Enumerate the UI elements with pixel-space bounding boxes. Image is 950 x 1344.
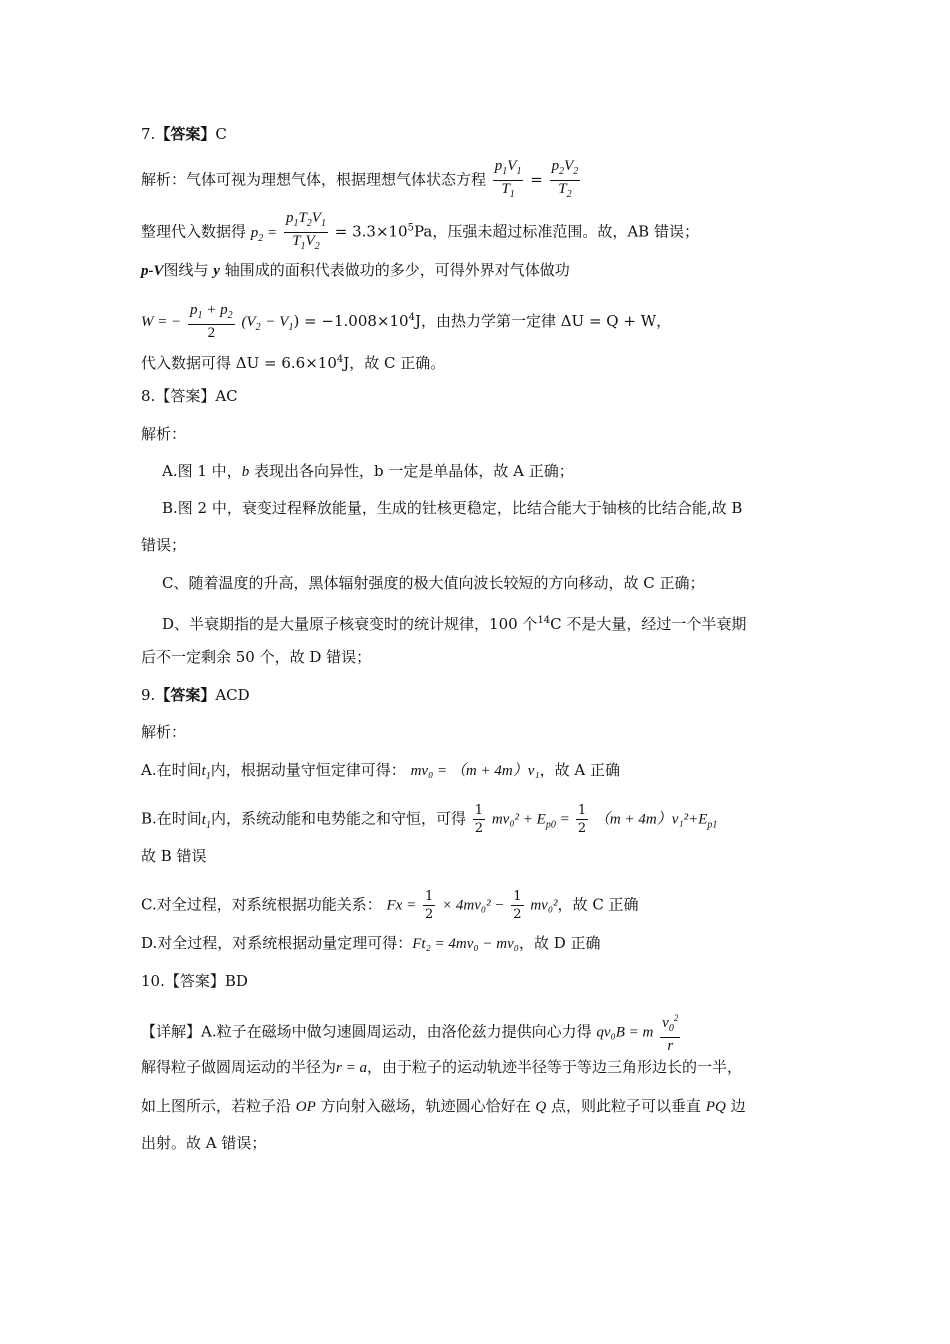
q9-option-c: C.对全过程，对系统根据功能关系： Fx = $\frac{1}{2}$ × 4mv₀² − $\frac{1}{2}$ mv₀²，故 C 正确 [141,889,639,922]
q8-option-d-line1: D、半衰期指的是大量原子核衰变时的统计规律，100 个$^{14}$C 不是大量，经过一个半衰期 [162,615,747,633]
q9-jiexi: 解析： [141,723,187,741]
q8-option-c: C、随着温度的升高，黑体辐射强度的极大值向波长较短的方向移动，故 C 正确； [162,574,705,592]
q7-formula-frac4: $\frac{p_1 + p_2}{2}$ [190,302,233,341]
q9-heading: 9.【答案】ACD [141,686,250,704]
q9-half-frac1: $\frac{1}{2}$ [474,803,484,836]
q10-line4: 出射。故 A 错误； [141,1134,267,1152]
q8-option-b-line2: 错误； [141,536,187,554]
q8-option-b-line1: B.图 2 中，衰变过程释放能量，生成的钍核更稳定，比结合能大于铀核的比结合能,故 B [162,499,743,517]
q10-formula-frac: $\frac{v_0^2}{r}$ [660,1010,680,1055]
q10-line3: 如上图所示，若粒子沿 OP 方向射入磁场，轨迹圆心恰好在 Q 点，则此粒子可以垂直 PQ 边 [141,1097,746,1115]
q7-line4: W = − $\frac{p_1 + p_2}{2}$ $(V_2 - V_1) = -1.008\times 10^4J$，由热力学第一定律 ΔU = Q + W， [141,302,672,341]
q7-formula-frac1: $\frac{p_1V_1}{T_1}$ [494,158,522,200]
q7-line5: 代入数据可得 $\Delta U = 6.6\times 10^4J$，故 C 正确。 [141,354,446,372]
q10-line2: 解得粒子做圆周运动的半径为r = a，由于粒子的运动轨迹半径等于等边三角形边长的一半， [141,1058,742,1076]
q10-line1: 【详解】A.粒子在磁场中做匀速圆周运动，由洛伦兹力提供向心力得 qv₀B = m $\frac{v_0^2}{r}$ [141,1010,682,1055]
q9-option-d: D.对全过程，对系统根据动量定理可得：Ft₂ = 4mv₀ − mv₀，故 D 正确 [141,934,601,952]
q9-option-b: B.在时间$t_1$内，系统动能和电势能之和守恒，可得 $\frac{1}{2}$ $mv_0^2 + E_{p0}$ = $\frac{1}{2}$ $(m + 4m)v_1^2+E_{p1}$ [141,803,718,836]
q7-formula-frac2: $\frac{p_2V_2}{T_2}$ [551,158,579,200]
q7-line3: p-V图线与 y 轴围成的面积代表做功的多少，可得外界对气体做功 [141,261,570,279]
q8-jiexi: 解析： [141,425,187,443]
q10-heading: 10.【答案】BD [141,972,248,990]
q9-half-frac4: $\frac{1}{2}$ [513,889,522,922]
q7-line1: 解析：气体可视为理想气体，根据理想气体状态方程 $\frac{p_1V_1}{T_1}$ = $\frac{p_2V_2}{T_2}$ [141,158,582,203]
q9-half-frac3: $\frac{1}{2}$ [424,889,434,922]
q7-heading: 7.【答案】C [141,125,227,143]
q8-option-d-line2: 后不一定剩余 50 个，故 D 错误； [141,648,372,666]
q9-half-frac2: $\frac{1}{2}$ [577,803,587,836]
q7-formula-frac3: $\frac{p_1T_2V_1}{T_1V_2}$ [285,210,326,252]
q9-option-a: A.在时间$t_1$内，根据动量守恒定律可得： mv₀ = （m + 4m）v₁，故 A 正确 [141,761,620,782]
q8-heading: 8.【答案】AC [141,387,238,405]
q8-option-a: A.图 1 中，b 表现出各向异性，b 一定是单晶体，故 A 正确； [162,462,574,480]
q9-option-b-conclusion: 故 B 错误 [141,847,207,865]
q7-line2: 整理代入数据得 $p_2$ = $\frac{p_1T_2V_1}{T_1V_2}$ = $3.3\times 10^5Pa$，压强未超过标准范围。故，AB 错误； [141,210,699,255]
